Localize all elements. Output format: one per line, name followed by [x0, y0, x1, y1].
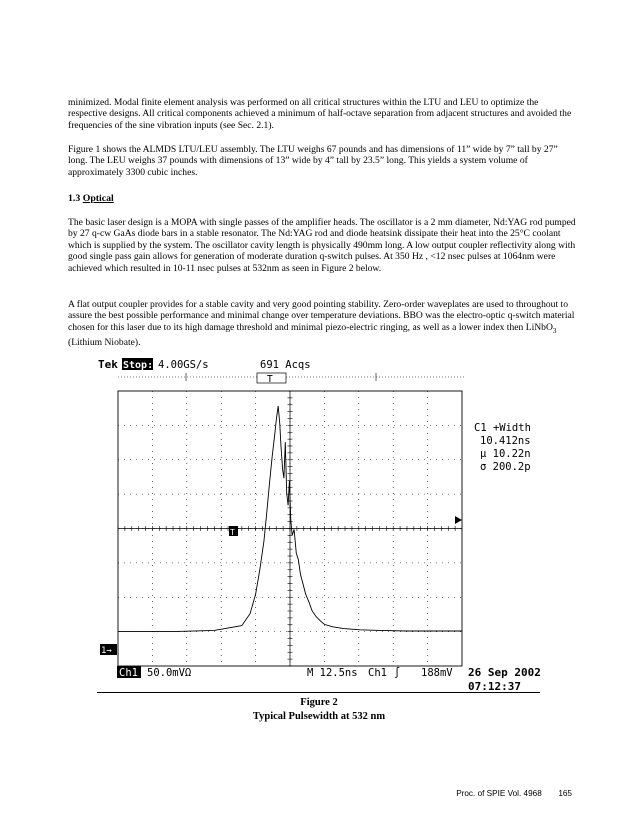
figure-label: Figure 2 — [300, 697, 338, 708]
section-heading — [68, 193, 114, 204]
page-footer — [456, 789, 572, 798]
measurement-mean: μ 10.22n — [480, 448, 531, 460]
measurement-value: 10.412ns — [480, 435, 531, 447]
scope-state: Stop: — [123, 360, 154, 371]
trigger-level-arrow — [455, 516, 462, 524]
ground-marker: 1→ — [101, 646, 112, 656]
page-number: 165 — [558, 789, 572, 798]
trigger-level: 188mV — [421, 667, 453, 679]
graticule — [118, 391, 462, 666]
figure-rule — [97, 692, 540, 693]
footer-citation: Proc. of SPIE Vol. 4968 — [456, 789, 542, 798]
acquisitions: 691 Acqs — [260, 359, 311, 371]
sample-rate: 4.00GS/s — [158, 359, 209, 371]
trace-trigger-marker: T — [230, 528, 235, 537]
oscilloscope-figure — [0, 356, 638, 691]
scope-brand: Tek — [98, 358, 118, 371]
trigger-slope-icon: ∫ — [394, 667, 401, 679]
channel-label: Ch1 — [119, 667, 138, 679]
paragraph-output-coupler — [68, 299, 576, 349]
channel-scale: 50.0mVΩ — [147, 667, 192, 679]
measurement-label: C1 +Width — [474, 422, 531, 434]
paragraph-laser-design: The basic laser design is a MOPA with single passes of the amplifier heads. The oscillator is a 2 mm diameter, Nd:YAG rod pumped by 27 q-cw GaAs diode bars in a stable resonator. The Nd:YAG rod and diode heatsink dissipate their heat into the 25°C coolant which is supplied by the system. The oscillator cavity length is physically 490mm long. A low output coupler reflectivity along with good single pass gain allows for generation of moderate duration q-switch pulses. At 350 Hz , <12 nsec pulses at 1064nm were achieved which resulted in 10-11 nsec pulses at 532nm as seen in Figure 2 below. — [68, 217, 576, 274]
capture-date: 26 Sep 2002 — [468, 666, 541, 679]
capture-time: 07:12:37 — [468, 680, 521, 691]
trigger-position-marker: T — [267, 374, 273, 385]
paragraph-output-coupler-text: A flat output coupler provides for a stable cavity and very good pointing stability. Zero-order waveplates are used to throughout to assure the best possible performance and minimal change over temperature deviations. BBO was the electro-optic q-switch material chosen for this laser due to its high damage threshold and minimal piezo-electric ringing, as well as a lower index then LiNbO — [68, 299, 575, 333]
measurement-stddev: σ 200.2p — [480, 461, 531, 473]
paragraph-assembly: Figure 1 shows the ALMDS LTU/LEU assembly. The LTU weighs 67 pounds and has dimensions of 11” wide by 7” tall by 27” long. The LEU weighs 37 pounds with dimensions of 13” wide by 4” tall by 23.5” long. This yields a system volume of approximately 3300 cubic inches. — [68, 144, 558, 178]
paragraph-output-coupler-end: (Lithium Niobate). — [68, 337, 141, 349]
trigger-channel: Ch1 — [368, 667, 387, 679]
time-scale: M 12.5ns — [307, 667, 358, 679]
section-number: 1.3 — [68, 193, 83, 204]
figure-caption: Typical Pulsewidth at 532 nm — [252, 711, 386, 722]
section-title: Optical — [82, 193, 114, 204]
paragraph-modal-analysis: minimized. Modal finite element analysis was performed on all critical structures within the LTU and LEU to optimize the respective designs. All critical components achieved a minimum of half-octave separation from adjacent structures and avoided the frequencies of the sine vibration inputs (see Sec. 2.1). — [68, 97, 572, 131]
subscript-3: 3 — [552, 326, 557, 335]
